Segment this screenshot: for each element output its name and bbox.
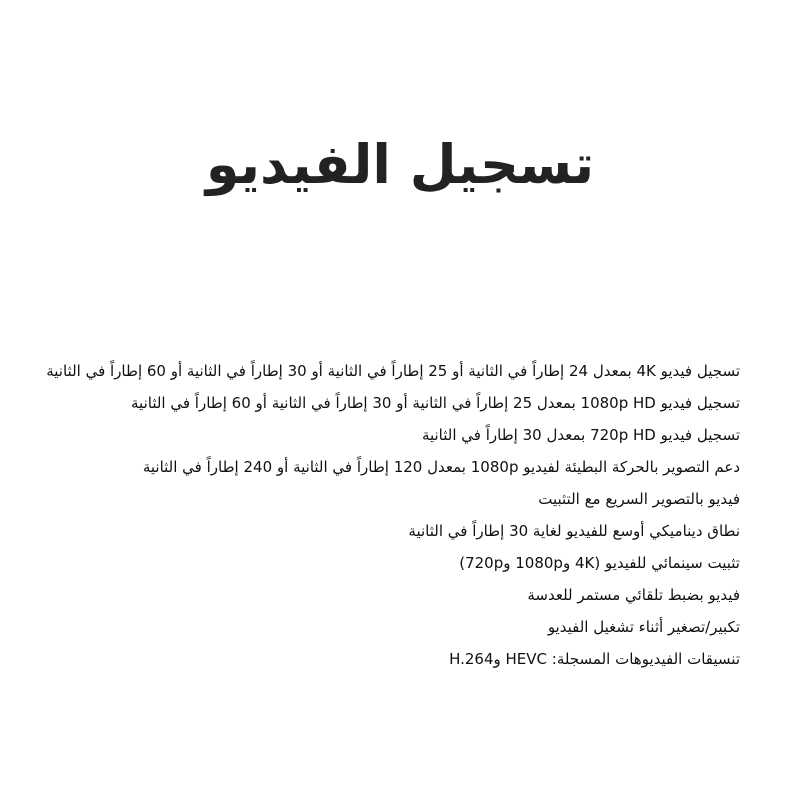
list-item — [40, 423, 740, 448]
feature-text: تسجيل فيديو 720p HD بمعدل 30 إطاراً في الثانية — [421, 426, 740, 444]
list-item — [40, 519, 740, 544]
list-item — [40, 551, 740, 576]
feature-text: فيديو بضبط تلقائي مستمر للعدسة — [527, 586, 740, 604]
feature-list — [40, 359, 740, 679]
list-item — [40, 487, 740, 512]
list-item — [40, 583, 740, 608]
feature-text: تسجيل فيديو 4K بمعدل 24 إطاراً في الثانية أو 25 إطاراً في الثانية أو 30 إطاراً في الثانية أو 60 إطاراً في الثانية — [46, 362, 740, 380]
list-item — [40, 647, 740, 672]
list-item — [40, 359, 740, 384]
feature-text: تسجيل فيديو 1080p HD بمعدل 25 إطاراً في الثانية أو 30 إطاراً في الثانية أو 60 إطاراً في الثانية — [131, 394, 740, 412]
list-item — [40, 455, 740, 480]
list-item — [40, 615, 740, 640]
list-item — [40, 391, 740, 416]
feature-text: تنسيقات الفيديوهات المسجلة: HEVC وH.264 — [449, 650, 740, 668]
feature-text: دعم التصوير بالحركة البطيئة لفيديو 1080p بمعدل 120 إطاراً في الثانية أو 240 إطاراً في الثانية — [142, 458, 740, 476]
page-title: تسجيل الفيديو — [205, 133, 595, 196]
feature-text: نطاق ديناميكي أوسع للفيديو لغاية 30 إطاراً في الثانية — [408, 522, 740, 540]
feature-text: تكبير/تصغير أثناء تشغيل الفيديو — [547, 618, 740, 636]
feature-text: فيديو بالتصوير السريع مع التثبيت — [538, 490, 740, 508]
feature-text: تثبيت سينمائي للفيديو (4K و1080p و720p) — [459, 554, 740, 572]
